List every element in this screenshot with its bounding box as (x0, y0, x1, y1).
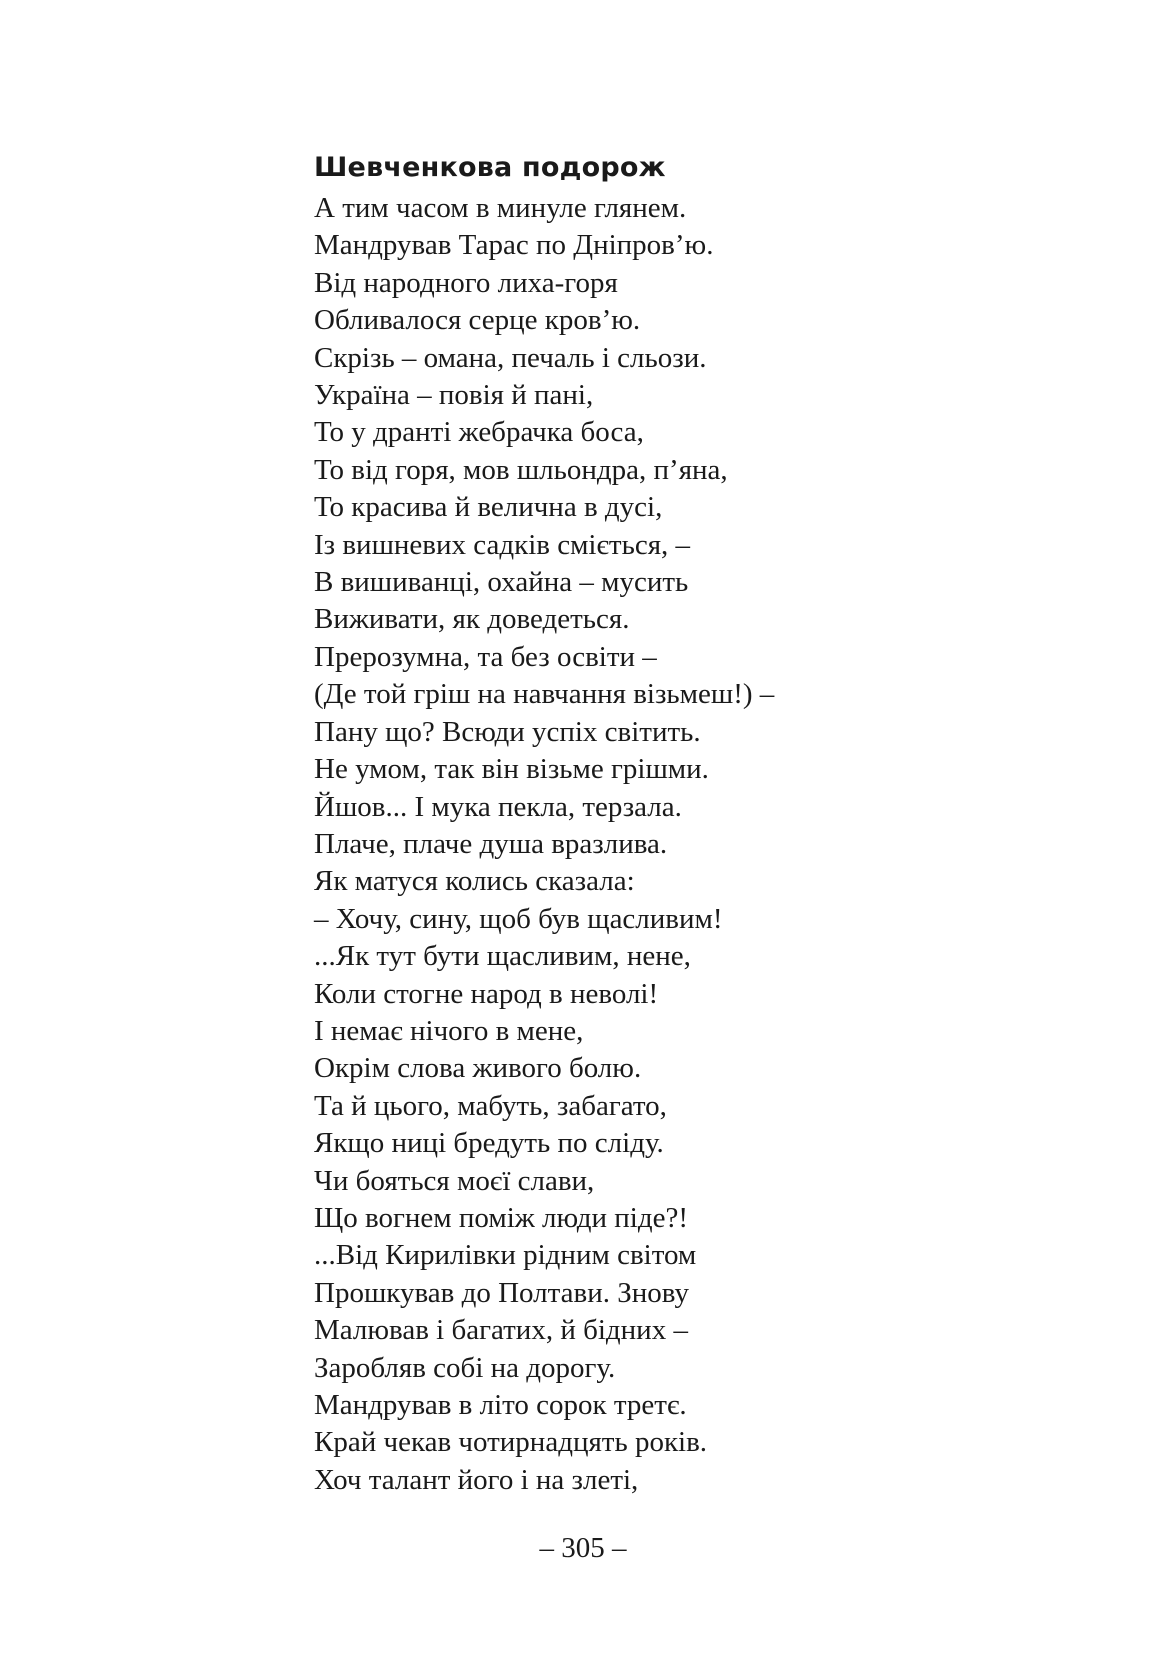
poem-line: Та й цього, мабуть, забагато, (314, 1089, 667, 1122)
poem-line: Коли стогне народ в неволі! (314, 977, 659, 1010)
poem-line: То від горя, мов шльондра, п’яна, (314, 453, 728, 486)
poem-line: Окрім слова живого болю. (314, 1052, 642, 1085)
poem-line: (Де той гріш на навчання візьмеш!) – (314, 678, 775, 711)
poem-line: Мандрував в літо сорок третє. (314, 1389, 687, 1421)
poem-line: Із вишневих садків сміється, – (314, 528, 691, 561)
poem-line: Край чекав чотирнадцять років. (314, 1426, 708, 1459)
poem-line: Від народного лиха-горя (314, 266, 618, 299)
poem-line: Мандрував Тарас по Дніпров’ю. (314, 229, 714, 262)
poem-line: Йшов... І мука пекла, терзала. (314, 790, 682, 823)
poem-line: Не умом, так він візьме грішми. (314, 753, 709, 786)
poem-lines (314, 190, 1114, 1499)
page-number: – 305 – (539, 1532, 627, 1564)
poem-line: Чи бояться моєї слави, (314, 1164, 595, 1197)
poem-line: Заробляв собі на дорогу. (314, 1351, 616, 1384)
poem-line: То красива й велична в дусі, (314, 491, 663, 524)
poem-line: Як матуся колись сказала: (314, 865, 635, 898)
poem-line: Малював і багатих, й бідних – (314, 1314, 688, 1347)
poem-line: І немає нічого в мене, (314, 1014, 584, 1047)
poem-line: Україна – повія й пані, (314, 379, 594, 412)
poem-line: – Хочу, сину, щоб був щасливим! (314, 902, 723, 935)
poem-line: Обливалося серце кров’ю. (314, 304, 641, 337)
poem-line: Якщо ниці бредуть по сліду. (314, 1127, 664, 1160)
poem (314, 148, 1114, 1499)
poem-line: Плаче, плаче душа вразлива. (314, 827, 668, 860)
poem-title: Шевченкова подорож (314, 152, 666, 183)
poem-line: Скрізь – омана, печаль і сльози. (314, 341, 707, 374)
poem-line: А тим часом в минуле глянем. (314, 192, 687, 224)
poem-line: Пану що? Всюди успіх світить. (314, 715, 701, 748)
poem-line: ...Від Кирилівки рідним світом (314, 1239, 697, 1272)
poem-line: ...Як тут бути щасливим, нене, (314, 940, 691, 973)
poem-line: Що вогнем поміж люди піде?! (314, 1201, 688, 1234)
poem-line: То у дранті жебрачка боса, (314, 416, 644, 449)
poem-line: Прошкував до Полтави. Знову (314, 1276, 689, 1309)
poem-line: Хоч талант його і на злеті, (314, 1463, 639, 1496)
poem-line: В вишиванці, охайна – мусить (314, 566, 689, 599)
poem-line: Прерозумна, та без освіти – (314, 640, 657, 673)
poem-line: Виживати, як доведеться. (314, 603, 630, 636)
